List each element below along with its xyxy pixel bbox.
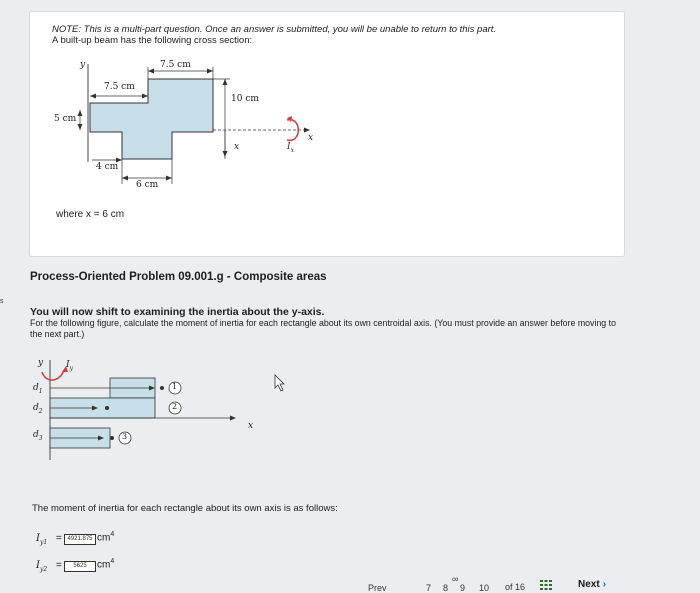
- fig2-x-axis-label: x: [248, 421, 254, 431]
- iy2-unit: $cm^4$: [97, 558, 115, 571]
- instructions-text: For the following figure, calculate the moment of inertia for each rectangle about its own centroidal axis. (You must provide an answer before moving to the next part.): [30, 318, 616, 339]
- d2-label: $d_2$: [33, 403, 43, 415]
- note-text: NOTE: This is a multi-part question. Once an answer is submitted, you will be unable to return to this part.: [52, 24, 497, 35]
- x-axis-label: x: [308, 133, 314, 143]
- next-label: Next: [578, 579, 600, 590]
- next-button[interactable]: [578, 579, 606, 590]
- chevron-right-icon: ›: [602, 579, 607, 590]
- dim-bottom-left-label: 4 cm: [96, 162, 119, 172]
- iy1-equals: =: [56, 533, 62, 544]
- circle-1-label: 1: [172, 382, 178, 391]
- dim-bottom-label: 6 cm: [136, 180, 159, 190]
- iy1-unit: $cm^4$: [97, 531, 115, 544]
- page-10[interactable]: 10: [479, 583, 490, 593]
- cursor-icon: [275, 375, 284, 391]
- dim-right-label: 10 cm: [231, 94, 259, 104]
- circle-2-label: 2: [172, 402, 178, 411]
- y-axis-label: y: [80, 60, 86, 70]
- of-total: of 16: [505, 582, 526, 592]
- circle-3-label: 3: [122, 432, 128, 441]
- iy2-label: $I_{y2}$: [36, 560, 48, 573]
- iy1-value-field[interactable]: 4921.875: [64, 534, 96, 545]
- fig2-y-axis-label: y: [38, 358, 44, 368]
- iy1-label: $I_{y1}$: [36, 533, 48, 546]
- dim-top-right-label: 7.5 cm: [160, 60, 191, 70]
- fig2-moment-label: $I_y$: [66, 360, 73, 372]
- intro-text: A built-up beam has the following cross section:: [52, 35, 253, 46]
- where-text: where x = 6 cm: [56, 209, 125, 220]
- iy2-equals: =: [56, 560, 62, 571]
- section-title: Process-Oriented Problem 09.001.g - Composite areas: [30, 271, 327, 283]
- dim-top-left-label: 7.5 cm: [104, 82, 135, 92]
- edge-mark: s: [0, 298, 4, 305]
- grid-icon[interactable]: [540, 580, 552, 590]
- question-card: [30, 12, 624, 256]
- moment-arrow-y-icon: [42, 370, 64, 380]
- page-8[interactable]: 8: [443, 583, 449, 593]
- moments-title: The moment of inertia for each rectangle about its own axis is as follows:: [32, 503, 338, 514]
- page-7[interactable]: 7: [426, 583, 432, 593]
- prev-button[interactable]: Prev: [368, 583, 387, 593]
- page-9[interactable]: 9: [460, 583, 466, 593]
- iy2-value-field[interactable]: 5625: [64, 561, 96, 572]
- d3-label: $d_3$: [33, 430, 43, 442]
- d1-label: $d_1$: [33, 383, 43, 395]
- link-icon[interactable]: ∞: [452, 574, 459, 584]
- x-dim-label: x: [234, 142, 240, 152]
- moment-label: $I_x$: [287, 142, 294, 154]
- dim-left-label: 5 cm: [54, 114, 77, 124]
- rectangles-figure: [0, 350, 300, 470]
- shift-title: You will now shift to examining the inertia about the y-axis.: [30, 306, 325, 318]
